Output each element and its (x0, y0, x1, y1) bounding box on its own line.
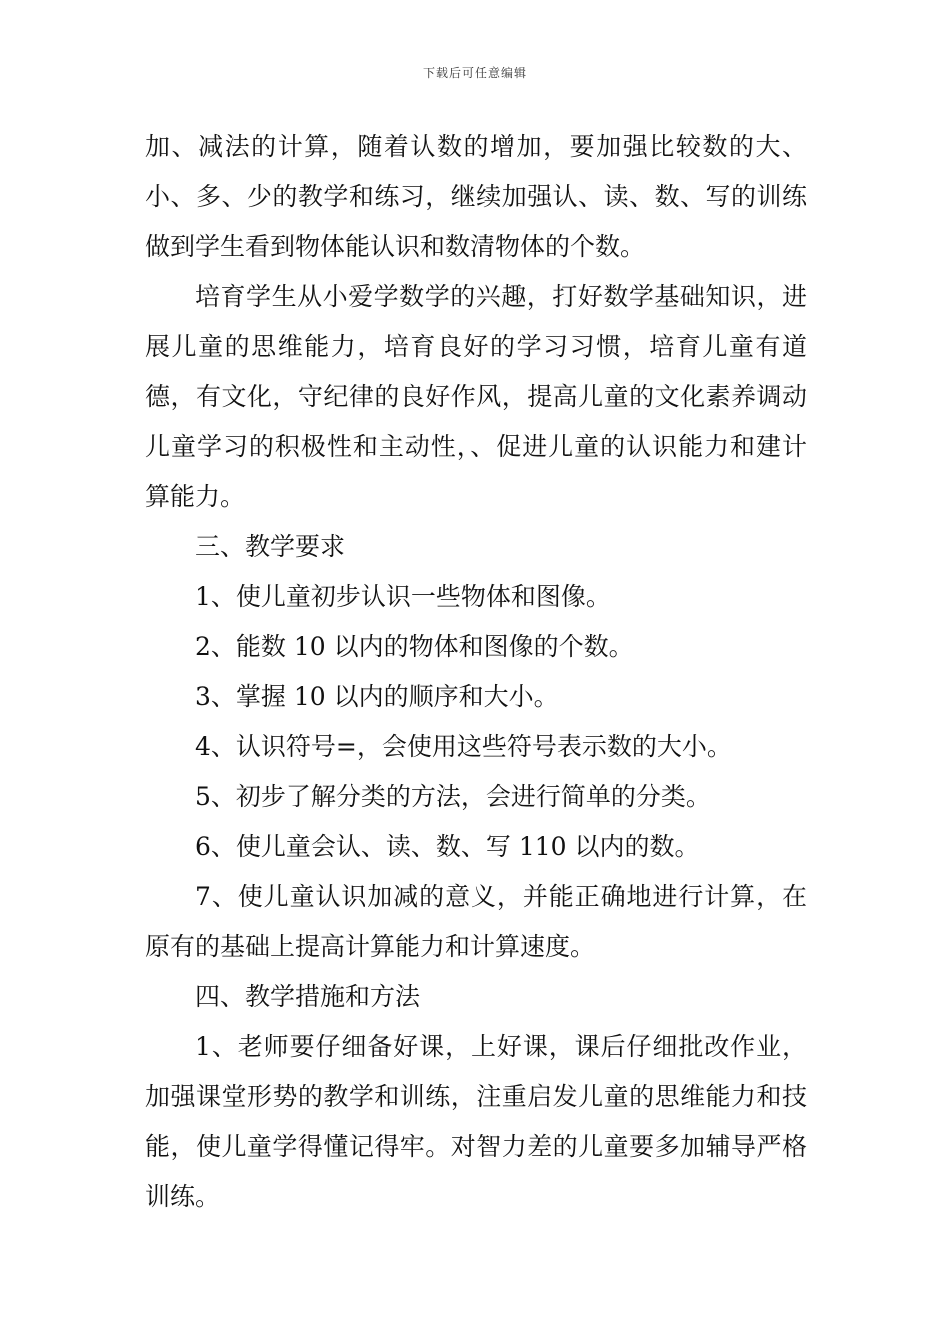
page-header-note: 下载后可任意编辑 (422, 66, 527, 80)
measure-item-1: 1、老师要仔细备好课，上好课，课后仔细批改作业，加强课堂形势的教学和训练，注重启发儿童的思维能力和技能，使儿童学得懂记得牢。对智力差的儿童要多加辅导严格训练。 (145, 1032, 807, 1211)
section-heading-teaching-measures: 四、教学措施和方法 (195, 982, 421, 1011)
requirement-item-3: 3、掌握 10 以内的顺序和大小。 (195, 682, 559, 711)
requirement-item-1: 1、使儿童初步认识一些物体和图像。 (195, 582, 611, 611)
paragraph-teaching-goals: 培育学生从小爱学数学的兴趣，打好数学基础知识，进展儿童的思维能力，培育良好的学习习惯，培育儿童有道德，有文化，守纪律的良好作风，提高儿童的文化素养调动儿童学习的积极性和主动性，、促进儿童的认识能力和建计算能力。 (145, 282, 807, 511)
requirement-item-5: 5、初步了解分类的方法，会进行简单的分类。 (195, 782, 711, 811)
requirement-item-4: 4、认识符号=，会使用这些符号表示数的大小。 (195, 732, 732, 761)
requirement-item-6: 6、使儿童会认、读、数、写 110 以内的数。 (195, 832, 700, 861)
requirement-item-2: 2、能数 10 以内的物体和图像的个数。 (195, 632, 634, 661)
section-heading-teaching-requirements: 三、教学要求 (195, 532, 346, 561)
paragraph-continued-text: 加、减法的计算，随着认数的增加，要加强比较数的大、小、多、少的教学和练习，继续加强认、读、数、写的训练做到学生看到物体能认识和数清物体的个数。 (145, 132, 807, 261)
document-body (145, 122, 807, 1222)
requirement-item-7: 7、使儿童认识加减的意义，并能正确地进行计算，在原有的基础上提高计算能力和计算速度。 (145, 882, 807, 961)
